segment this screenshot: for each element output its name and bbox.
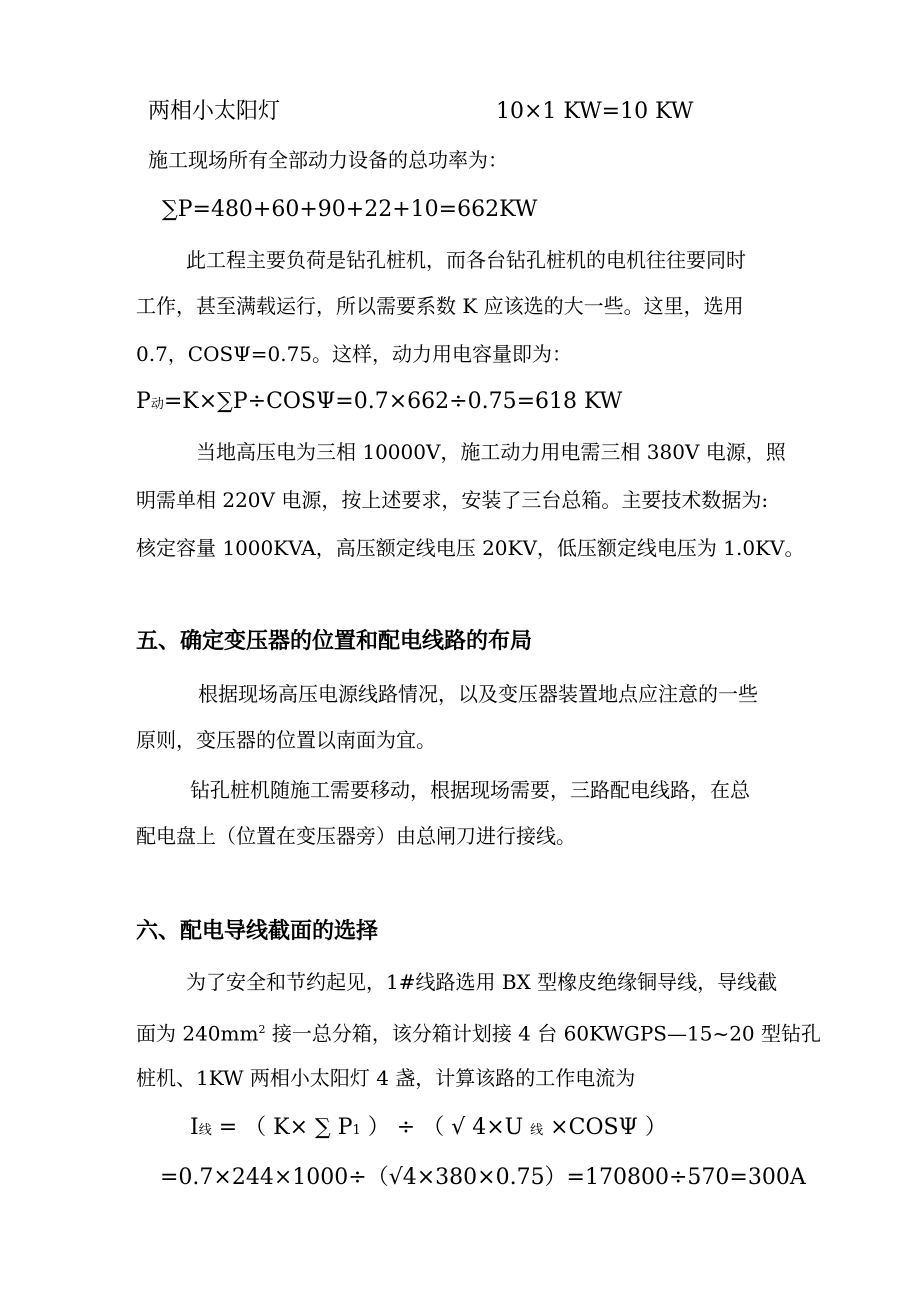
formula-i-subscript: 线 [198,1123,212,1138]
para5-line2 [136,1016,821,1048]
formula-i-end: ×COSΨ ） [543,1115,667,1140]
formula-p-rest: =K×∑P÷COSΨ=0.7×662÷0.75=618 KW [163,389,623,414]
square-superscript: 2 [258,1023,266,1036]
formula-total-power: ∑P=480+60+90+22+10=662KW [162,197,538,222]
formula-i: I [190,1115,199,1140]
formula-i-mid: = （ K× ∑ P [211,1115,353,1140]
formula-current-result: =0.7×244×1000÷（√4×380×0.75）=170800÷570=300A [160,1165,806,1190]
para2-line1: 当地高压电为三相 10000V，施工动力用电需三相 380V 电源，照 [196,440,786,464]
line-lamp-name: 两相小太阳灯 [148,99,281,124]
para5-line1: 为了安全和节约起见，1#线路选用 BX 型橡皮绝缘铜导线，导线截 [186,970,778,994]
line-total-power-intro: 施工现场所有全部动力设备的总功率为： [148,148,508,172]
para1-line1: 此工程主要负荷是钻孔桩机，而各台钻孔桩机的电机往往要同时 [186,248,746,272]
para3-line1: 根据现场高压电源线路情况，以及变压器装置地点应注意的一些 [198,682,758,706]
para4-line2: 配电盘上（位置在变压器旁）由总闸刀进行接线。 [136,824,576,848]
para4-line1: 钻孔桩机随施工需要移动，根据现场需要，三路配电线路，在总 [190,778,750,802]
heading-section-6: 六、配电导线截面的选择 [136,919,379,944]
para5-line2-end: 接一总分箱，该分箱计划接 4 台 60KWGPS—15~20 型钻孔 [265,1021,822,1046]
para1-line3: 0.7，COSΨ=0.75。这样，动力用电容量即为： [136,342,573,366]
formula-p1-subscript: 1 [352,1123,361,1138]
formula-p: P [136,389,151,414]
formula-i-mid2: ） ÷ （ √ 4×U [360,1115,531,1140]
para5-line2-start: 面为 240mm [136,1021,259,1046]
para2-line2: 明需单相 220V 电源，按上述要求，安装了三台总箱。主要技术数据为: [136,488,769,512]
para3-line2: 原则，变压器的位置以南面为宜。 [136,728,436,752]
formula-u-subscript: 线 [530,1123,544,1138]
para2-line3: 核定容量 1000KVA，高压额定线电压 20KV，低压额定线电压为 1.0KV。 [136,536,805,560]
heading-section-5: 五、确定变压器的位置和配电线路的布局 [136,629,533,654]
formula-current [190,1114,667,1145]
para5-line3: 桩机、1KW 两相小太阳灯 4 盏，计算该路的工作电流为 [136,1066,636,1090]
formula-power-capacity [136,388,622,419]
formula-p-subscript: 动 [150,397,164,412]
line-lamp-value: 10×1 KW=10 KW [496,99,694,124]
para1-line2: 工作，甚至满载运行，所以需要系数 K 应该选的大一些。这里，选用 [136,294,744,318]
